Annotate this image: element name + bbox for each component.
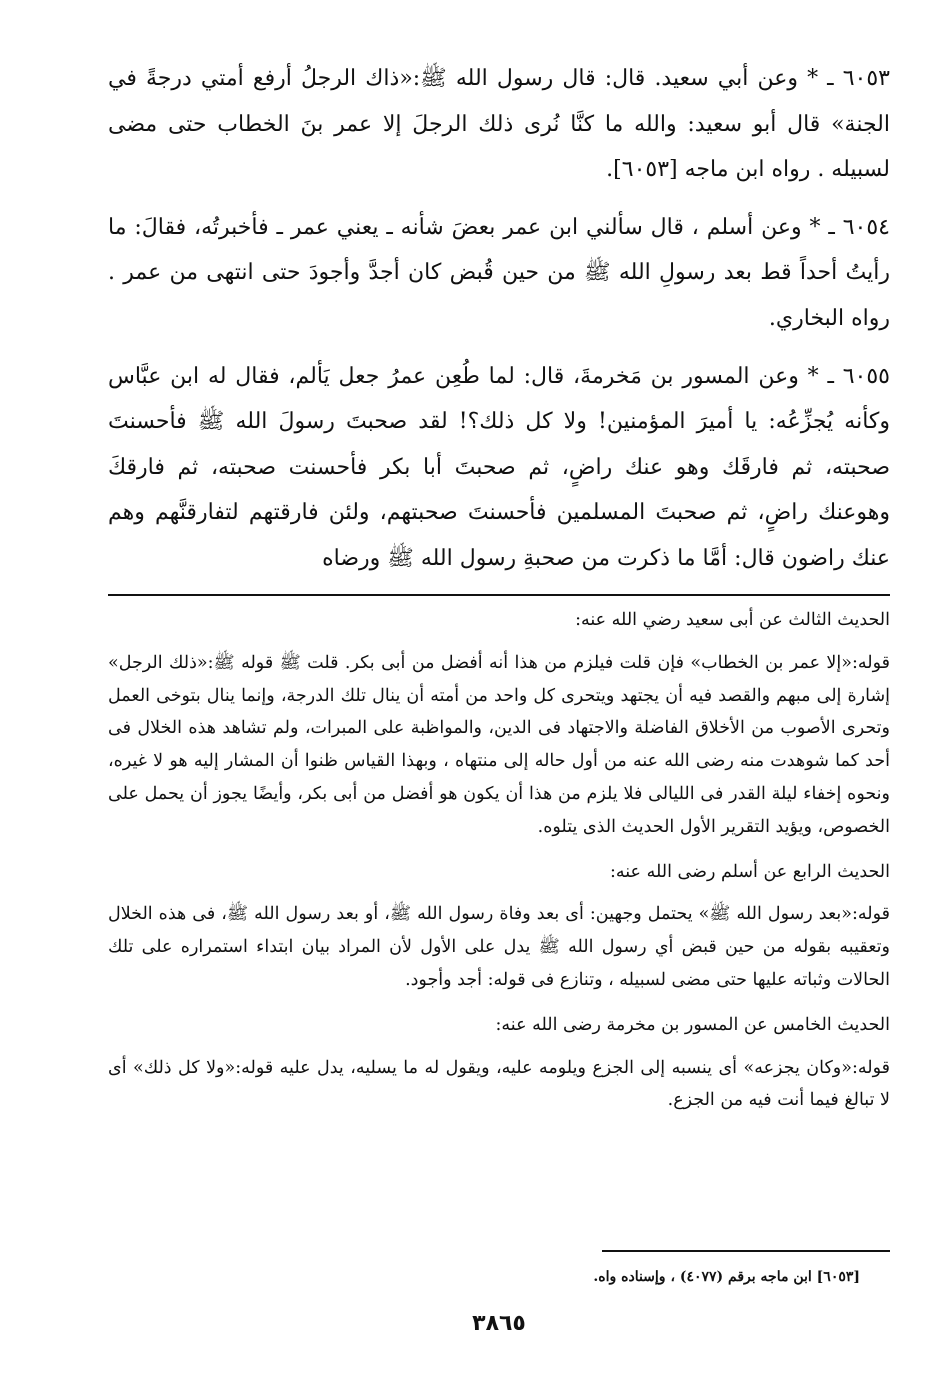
hadith-texts [108,56,890,582]
commentary-paragraph-4: قوله:«بعد رسول الله ﷺ» يحتمل وجهين: أى بعد وفاة رسول الله ﷺ، أو بعد رسول الله ﷺ، فى هذه الخلال وتعقيبه بقوله من حين قبض أي رسول الله ﷺ يدل على الأول لأن المراد بيان ابتداء استمراره على تلك الحالات وثباته عليها حتى مضى لسبيله ، وتنازع فى قوله: أجد وأجود. [108,904,890,990]
section-divider [108,594,890,596]
commentary-paragraph-3: قوله:«إلا عمر بن الخطاب» فإن قلت فيلزم من هذا أنه أفضل من أبى بكر. قلت ﷺ قوله ﷺ:«ذلك الرجل» إشارة إلى مبهم والقصد فيه أن يجتهد ويتحرى كل واحد من أمته أن ينال تلك الدرجة، وإنما ينال بتوخى العمل وتحرى الأصوب من الأخلاق الفاضلة والاجتهاد فى الدين، والمواظبة على المبرات، ولم تشاهد هذه الخلال فى أحد كما شوهدت منه رضى الله عنه من أول حاله إلى منتهاه ، وبهذا القياس ظنوا أن المشار إليه هو لا غيره، ونحوه إخفاء ليلة القدر فى الليالى فلا يلزم من هذا أن يكون هو أفضل من أبى بكر، وأيضًا يجوز أن يحمل على الخصوص، ويؤيد التقرير الأول الحديث الذى يتلوه. [108,652,890,837]
footnote-divider [602,1250,890,1252]
footnote: [٦٠٥٣] ابن ماجه برقم (٤٠٧٧) ، وإسناده واه. [593,1269,860,1285]
page-number: ٣٨٦٥ [472,1311,526,1336]
commentary-heading-5: الحديث الخامس عن المسور بن مخرمة رضى الله عنه: [495,1014,890,1035]
commentary-paragraph-5: قوله:«وكان يجزعه» أى ينسبه إلى الجزع ويلومه عليه، ويقول له ما يسليه، يدل عليه قوله:«ولا كل ذلك» أى لا تبالغ فيما أنت فيه من الجزع. [108,1057,890,1111]
commentary-heading-4: الحديث الرابع عن أسلم رضى الله عنه: [610,861,890,882]
commentary-section [108,604,890,1129]
hadith-6053: ٦٠٥٣ ـ * وعن أبي سعيد. قال: قال رسول الله ﷺ:«ذاك الرجلُ أرفع أمتي درجةً في الجنة» قال أبو سعيد: والله ما كنَّا نُرى ذلك الرجلَ إلا عمر بنَ الخطاب حتى مضى لسبيله . رواه ابن ماجه [٦٠٥٣]. [108,66,890,183]
commentary-heading-3: الحديث الثالث عن أبى سعيد رضي الله عنه: [575,610,890,630]
hadith-6055: ٦٠٥٥ ـ * وعن المسور بن مَخرمةَ، قال: لما طُعِن عمرُ جعل يَألم، فقال له ابن عبَّاس وكأنه يُجزِّعُه: يا أميرَ المؤمنين! ولا كل ذلك؟! لقد صحبتَ رسولَ الله ﷺ فأحسنتَ صحبته، ثم فارقَك وهو عنك راضٍ، ثم صحبتَ أبا بكر فأحسنت صحبته، ثم فارقكَ وهوعنك راضٍ، ثم صحبتَ المسلمين فأحسنتَ صحبتهم، ولئن فارقتهم لتفارقنَّهم وهم عنك راضون قال: أمَّا ما ذكرت من صحبةِ رسول الله ﷺ ورضاه [108,363,890,571]
book-page [108,56,890,1376]
hadith-6054: ٦٠٥٤ ـ * وعن أسلم ، قال سألني ابن عمر بعضَ شأنه ـ يعني عمر ـ فأخبرتُه، فقالَ: ما رأيتُ أحداً قط بعد رسولِ الله ﷺ من حين قُبض كان أجدَّ وأجودَ حتى انتهى من عمر . رواه البخاري. [108,214,890,331]
